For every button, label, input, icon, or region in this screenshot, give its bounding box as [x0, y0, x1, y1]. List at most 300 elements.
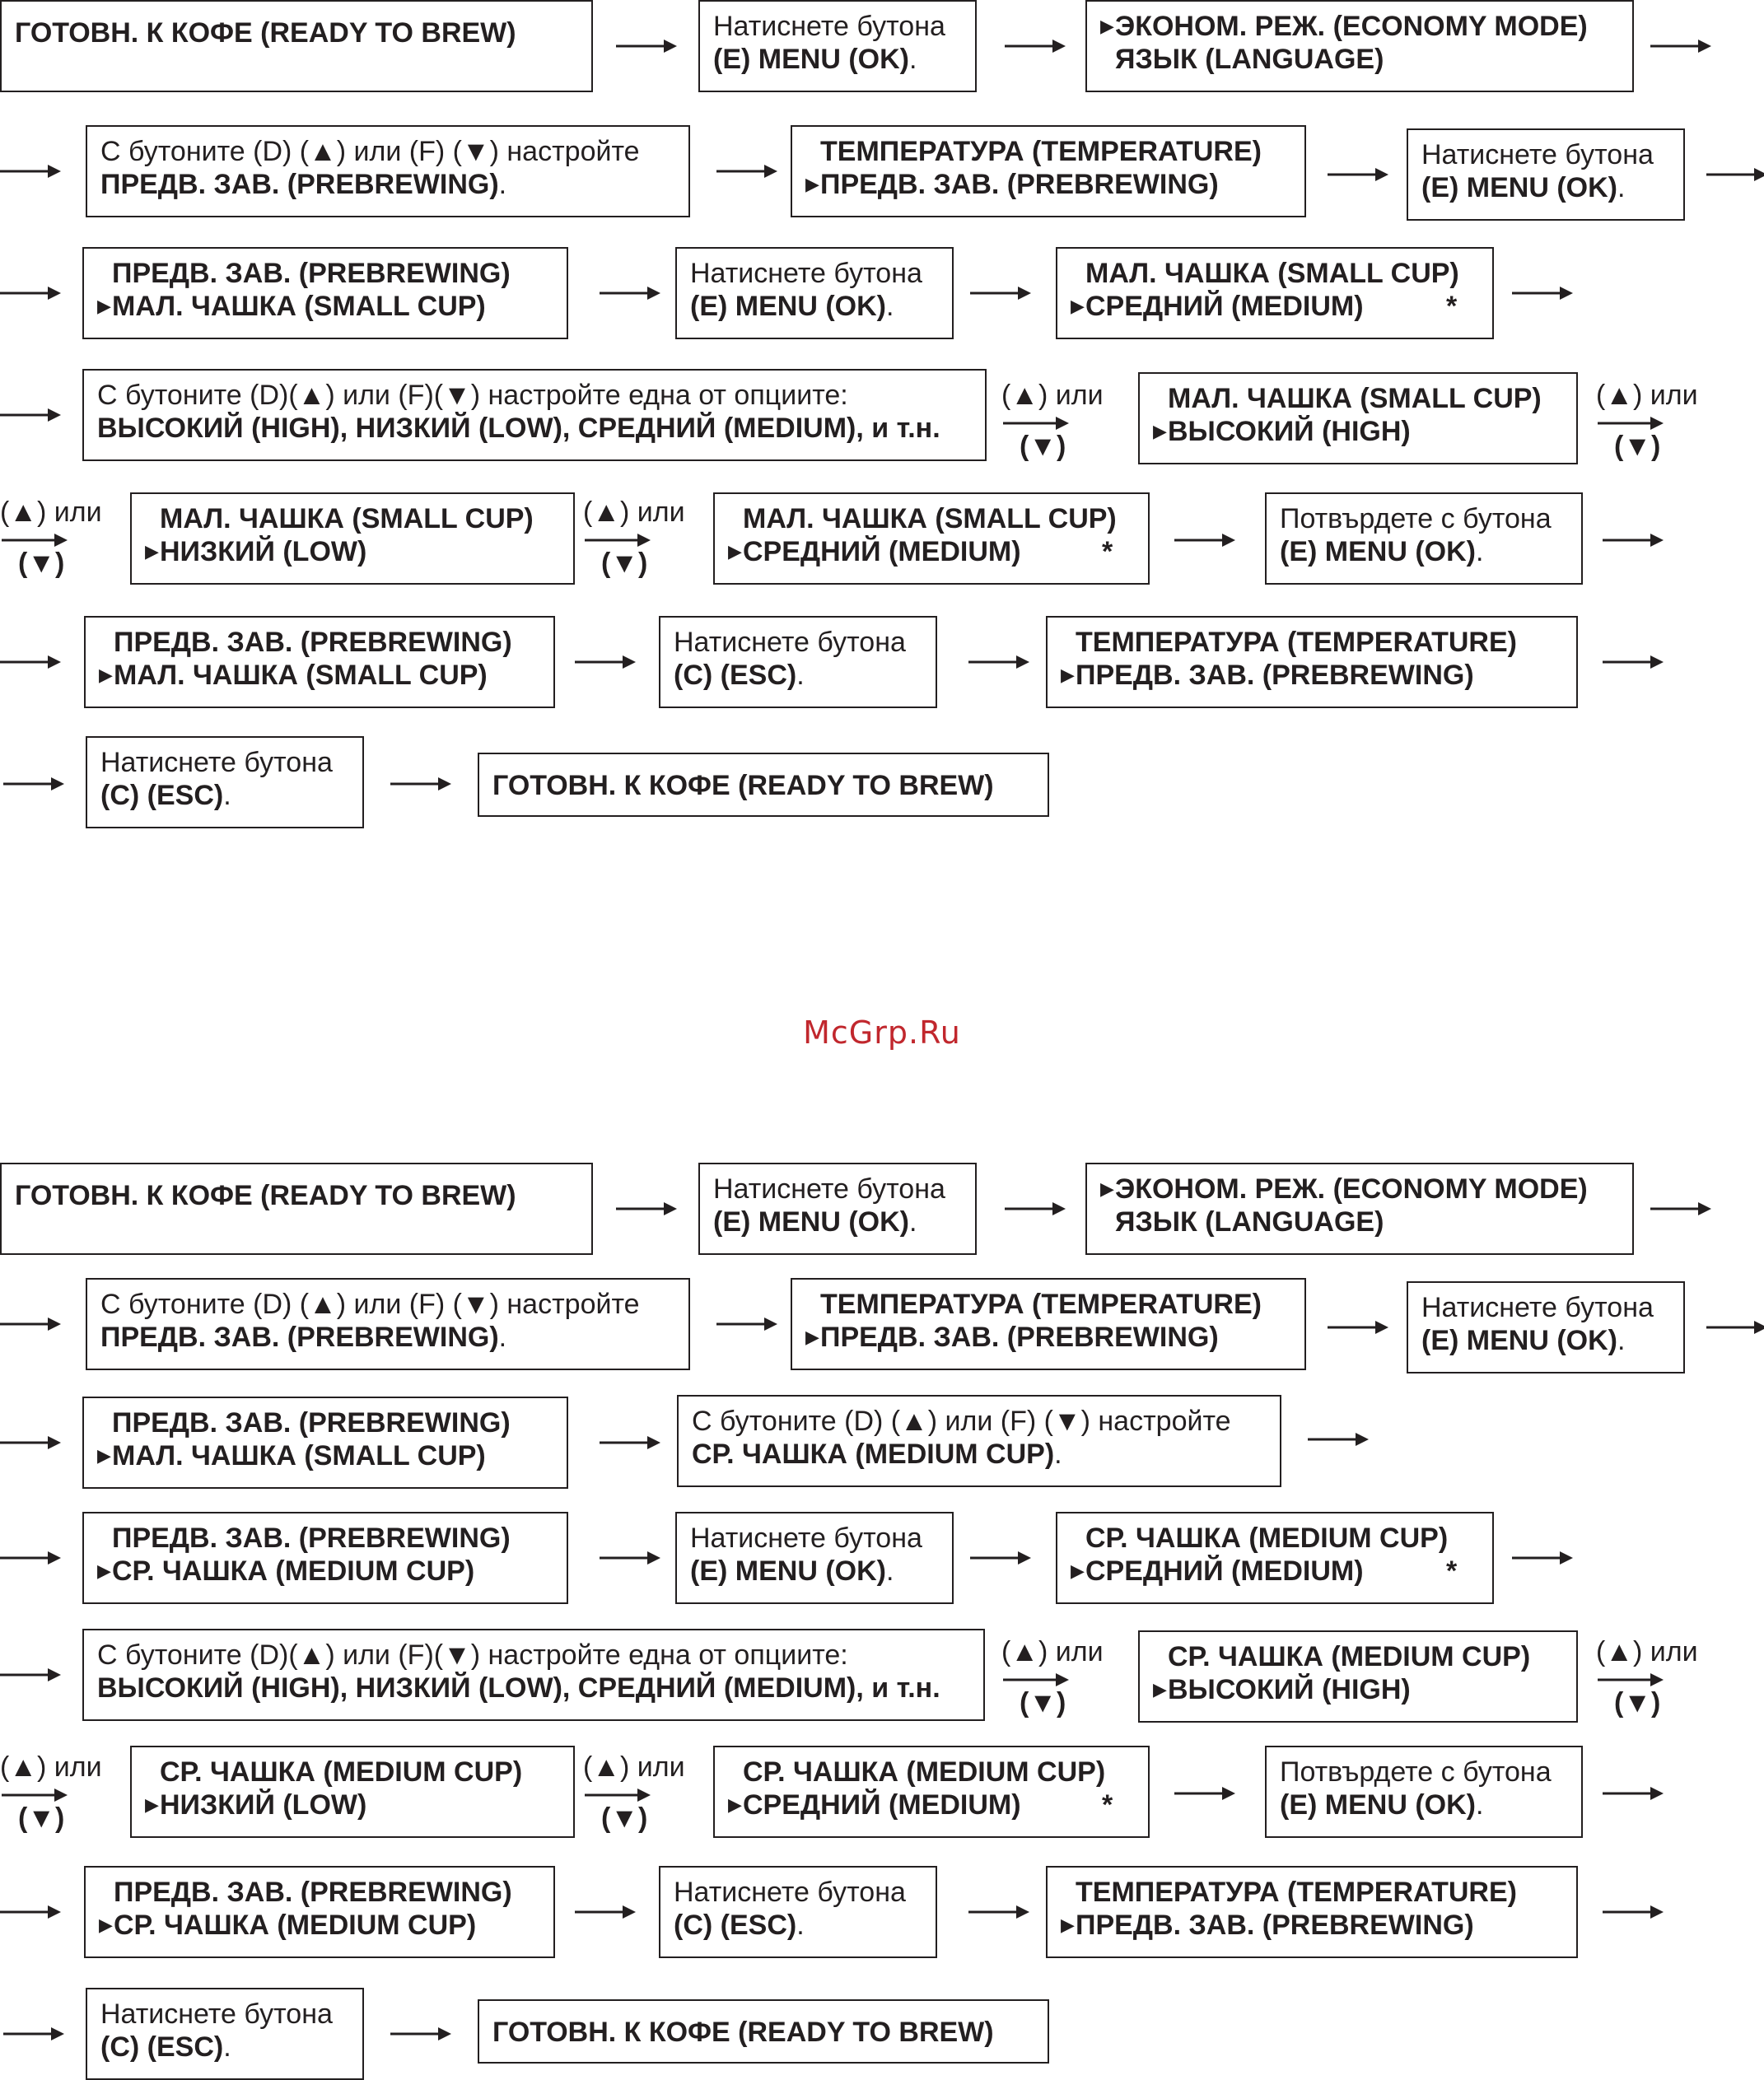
small-cup-box-select-option [82, 369, 987, 461]
flow-arrow-icon [716, 163, 777, 184]
small-cup-box-prebrewing-small-cup-1 [82, 247, 568, 339]
small-cup-box-small-cup-low [130, 492, 575, 585]
connector-label-up: (▲) или [0, 497, 102, 528]
connector-arrow-icon [585, 1787, 651, 1803]
flow-arrow-icon [970, 285, 1031, 305]
box-text-suffix: . [885, 291, 894, 322]
flow-arrow-icon [0, 407, 61, 427]
box-text: СР. ЧАШКА (MEDIUM CUP) [743, 1756, 1106, 1788]
box-line [713, 1173, 962, 1206]
box-text: (E) MENU (OK) [1421, 1325, 1617, 1356]
connector-label-down: (▼) [601, 1803, 648, 1834]
box-line [1061, 1876, 1563, 1909]
medium-cup-box-prebrewing-medium-cup-1 [82, 1512, 568, 1604]
up-or-down-connector [0, 496, 102, 579]
box-text: ПРЕДВ. ЗАВ. (PREBREWING) [820, 1322, 1219, 1353]
cursor-marker-icon: ▶ [99, 1914, 113, 1935]
box-line [1071, 1522, 1479, 1555]
box-text: (E) MENU (OK) [1421, 172, 1617, 203]
connector-label-down: (▼) [18, 1803, 65, 1834]
box-line [492, 2016, 1034, 2049]
box-text: С бутоните (D)(▲) или (F)(▼) настройте една от опциите: [97, 380, 848, 411]
flow-arrow-icon [1706, 1319, 1764, 1340]
box-text: НИЗКИЙ (LOW) [160, 536, 367, 567]
flow-arrow-icon [1603, 532, 1664, 553]
box-text-suffix: . [1617, 1325, 1626, 1356]
box-line [690, 290, 939, 323]
box-text: ТЕМПЕРАТУРА (TEMPERATURE) [1076, 1877, 1517, 1908]
box-line [728, 1789, 1135, 1821]
medium-cup-box-press-menu-1 [698, 1163, 977, 1255]
box-line [100, 168, 675, 201]
box-line [97, 1406, 553, 1439]
medium-cup-box-medium-cup-high [1138, 1630, 1578, 1723]
flow-arrow-icon [390, 2026, 451, 2046]
box-text: Натиснете бутона [690, 1523, 922, 1554]
watermark: McGrp.Ru [803, 1014, 961, 1051]
box-text: (E) MENU (OK) [1280, 1789, 1476, 1821]
box-text: ВЫСОКИЙ (HIGH), НИЗКИЙ (LOW), СРЕДНИЙ (MEDIUM), и т.н. [97, 413, 940, 444]
box-line [145, 1756, 560, 1789]
box-text: (E) MENU (OK) [690, 291, 886, 322]
box-text: ПРЕДВ. ЗАВ. (PREBREWING) [100, 169, 499, 200]
small-cup-box-small-cup-medium-2 [713, 492, 1150, 585]
box-text: ПРЕДВ. ЗАВ. (PREBREWING) [112, 1523, 511, 1554]
cursor-marker-icon: ▶ [805, 1327, 819, 1347]
box-line [97, 1439, 553, 1472]
flow-arrow-icon [616, 38, 677, 58]
flow-arrow-icon [968, 654, 1029, 674]
box-line [100, 2031, 349, 2064]
box-line [805, 135, 1291, 168]
box-text: ПРЕДВ. ЗАВ. (PREBREWING) [112, 258, 511, 289]
box-line [1280, 1756, 1568, 1789]
box-line [1421, 1324, 1670, 1357]
box-line [1153, 415, 1563, 448]
box-text: ГОТОВН. К КОФЕ (READY TO BREW) [15, 1180, 516, 1211]
cursor-marker-icon: ▶ [97, 1445, 111, 1466]
box-text: Натиснете бутона [674, 1877, 906, 1908]
box-line [97, 412, 972, 445]
box-text: (E) MENU (OK) [713, 44, 909, 75]
small-cup-box-small-cup-medium-1 [1056, 247, 1494, 339]
box-line [99, 1909, 540, 1942]
box-line [1421, 1291, 1670, 1324]
box-line [100, 1998, 349, 2031]
small-cup-box-temperature-prebrewing-2 [1046, 616, 1578, 708]
small-cup-box-ready-1 [0, 0, 593, 92]
box-text: НИЗКИЙ (LOW) [160, 1789, 367, 1821]
flow-arrow-icon [1603, 654, 1664, 674]
box-text: (C) (ESC) [674, 1910, 797, 1941]
default-marker: * [1446, 1555, 1458, 1587]
box-line [1153, 1640, 1563, 1673]
box-text-suffix: . [1475, 1789, 1484, 1821]
box-text: Натиснете бутона [100, 1998, 333, 2030]
connector-arrow-icon [1003, 1672, 1069, 1688]
box-text-suffix: . [796, 660, 805, 691]
box-text: ГОТОВН. К КОФЕ (READY TO BREW) [492, 2017, 994, 2048]
medium-cup-box-temperature-prebrewing-1 [791, 1278, 1306, 1370]
box-text: МАЛ. ЧАШКА (SMALL CUP) [112, 1440, 486, 1471]
box-text: ЭКОНОМ. РЕЖ. (ECONOMY MODE) [1115, 1173, 1588, 1205]
box-line [674, 1876, 922, 1909]
small-cup-box-press-menu-3 [675, 247, 954, 339]
connector-label-up: (▲) или [1001, 380, 1104, 411]
box-text: СРЕДНИЙ (MEDIUM) [1085, 1555, 1364, 1587]
box-text: Натиснете бутона [674, 627, 906, 658]
small-cup-box-press-esc-1 [659, 616, 937, 708]
box-line [1280, 1789, 1568, 1821]
medium-cup-box-medium-cup-medium-2 [713, 1746, 1150, 1838]
up-or-down-connector [1001, 379, 1104, 462]
box-text: ЭКОНОМ. РЕЖ. (ECONOMY MODE) [1115, 11, 1588, 42]
box-line [1153, 382, 1563, 415]
connector-label-down: (▼) [18, 548, 65, 579]
medium-cup-box-press-menu-2 [1407, 1281, 1685, 1373]
box-text-suffix: . [1617, 172, 1626, 203]
flow-arrow-icon [3, 2026, 64, 2046]
box-text: СР. ЧАШКА (MEDIUM CUP) [692, 1439, 1055, 1470]
connector-arrow-icon [1003, 415, 1069, 431]
flow-arrow-icon [716, 1316, 777, 1336]
flow-arrow-icon [575, 1904, 636, 1924]
box-line [100, 135, 675, 168]
box-text-suffix: . [498, 169, 507, 200]
cursor-marker-icon: ▶ [99, 665, 113, 685]
box-text: СР. ЧАШКА (MEDIUM CUP) [160, 1756, 523, 1788]
box-text: С бутоните (D) (▲) или (F) (▼) настройте [100, 1289, 640, 1320]
box-line [690, 257, 939, 290]
box-text: МАЛ. ЧАШКА (SMALL CUP) [160, 503, 534, 534]
cursor-marker-icon: ▶ [1100, 16, 1114, 36]
flow-arrow-icon [0, 1550, 61, 1570]
flow-arrow-icon [390, 776, 451, 796]
up-or-down-connector [1001, 1635, 1104, 1719]
box-line [97, 257, 553, 290]
box-line [674, 659, 922, 692]
box-text: СРЕДНИЙ (MEDIUM) [743, 1789, 1021, 1821]
box-line [1061, 659, 1563, 692]
box-text: ЯЗЫК (LANGUAGE) [1115, 1206, 1384, 1238]
box-line [1100, 10, 1619, 43]
box-text: ТЕМПЕРАТУРА (TEMPERATURE) [820, 136, 1262, 167]
medium-cup-box-confirm-menu [1265, 1746, 1583, 1838]
up-or-down-connector [0, 1751, 102, 1834]
box-text-suffix: . [223, 2031, 231, 2063]
box-text: С бутоните (D) (▲) или (F) (▼) настройте [692, 1406, 1231, 1437]
box-line [97, 1672, 970, 1705]
medium-cup-box-press-esc-2 [86, 1988, 364, 2080]
box-line [805, 168, 1291, 201]
flow-arrow-icon [1706, 166, 1764, 187]
default-marker: * [1102, 1789, 1113, 1821]
small-cup-box-prebrewing-small-cup-2 [84, 616, 555, 708]
box-line [15, 1179, 578, 1212]
box-text: ГОТОВН. К КОФЕ (READY TO BREW) [15, 17, 516, 49]
flow-arrow-icon [0, 1434, 61, 1455]
box-text: Потвърдете с бутона [1280, 503, 1552, 534]
box-text-suffix: . [498, 1322, 507, 1353]
medium-cup-box-press-esc-1 [659, 1866, 937, 1958]
box-line [145, 502, 560, 535]
connector-label-up: (▲) или [1001, 1636, 1104, 1667]
flow-arrow-icon [0, 1667, 61, 1687]
cursor-marker-icon: ▶ [1100, 1178, 1114, 1199]
box-line [690, 1522, 939, 1555]
box-line [100, 1288, 675, 1321]
cursor-marker-icon: ▶ [1071, 1560, 1085, 1581]
box-line [805, 1288, 1291, 1321]
box-text: МАЛ. ЧАШКА (SMALL CUP) [743, 503, 1117, 534]
flow-arrow-icon [575, 654, 636, 674]
connector-label-up: (▲) или [583, 497, 685, 528]
flow-arrow-icon [1650, 38, 1711, 58]
box-text: ЯЗЫК (LANGUAGE) [1115, 44, 1384, 75]
box-text: ПРЕДВ. ЗАВ. (PREBREWING) [1076, 1910, 1474, 1941]
cursor-marker-icon: ▶ [1061, 1914, 1075, 1935]
box-line [99, 659, 540, 692]
box-line [492, 769, 1034, 802]
box-line [100, 1321, 675, 1354]
cursor-marker-icon: ▶ [1153, 421, 1167, 441]
connector-label-down: (▼) [1020, 431, 1066, 462]
box-line [1280, 535, 1568, 568]
box-line [728, 1756, 1135, 1789]
connector-arrow-icon [1598, 415, 1664, 431]
default-marker: * [1102, 536, 1113, 567]
medium-cup-box-temperature-prebrewing-2 [1046, 1866, 1578, 1958]
box-text: МАЛ. ЧАШКА (SMALL CUP) [1085, 258, 1459, 289]
medium-cup-box-medium-cup-medium-1 [1056, 1512, 1494, 1604]
cursor-marker-icon: ▶ [97, 1560, 111, 1581]
medium-cup-box-select-medium-cup [677, 1395, 1281, 1487]
box-line [1100, 1173, 1619, 1206]
box-line [728, 502, 1135, 535]
connector-arrow-icon [1598, 1672, 1664, 1688]
flow-arrow-icon [1650, 1201, 1711, 1221]
up-or-down-connector [1596, 1635, 1698, 1719]
box-line [713, 10, 962, 43]
box-text-suffix: . [223, 780, 231, 811]
box-line [1071, 257, 1479, 290]
box-text: ПРЕДВ. ЗАВ. (PREBREWING) [114, 627, 512, 658]
flow-arrow-icon [1603, 1904, 1664, 1924]
box-text: ПРЕДВ. ЗАВ. (PREBREWING) [112, 1407, 511, 1439]
box-text: (E) MENU (OK) [1280, 536, 1476, 567]
flow-arrow-icon [1174, 1785, 1235, 1806]
connector-label-down: (▼) [1614, 431, 1661, 462]
small-cup-box-ready-2 [478, 753, 1049, 817]
box-text: ПРЕДВ. ЗАВ. (PREBREWING) [820, 169, 1219, 200]
flow-arrow-icon [600, 285, 660, 305]
box-text: Натиснете бутона [1421, 1292, 1654, 1323]
box-line [97, 290, 553, 323]
box-text: МАЛ. ЧАШКА (SMALL CUP) [112, 291, 486, 322]
flow-arrow-icon [1512, 285, 1573, 305]
box-line [145, 1789, 560, 1821]
box-line [713, 43, 962, 76]
box-text: Натиснете бутона [713, 1173, 945, 1205]
box-line [713, 1206, 962, 1238]
flow-arrow-icon [1174, 532, 1235, 553]
default-marker: * [1446, 291, 1458, 322]
cursor-marker-icon: ▶ [1071, 296, 1085, 316]
connector-label-down: (▼) [1020, 1687, 1066, 1719]
box-text: СР. ЧАШКА (MEDIUM CUP) [114, 1910, 477, 1941]
box-line [1061, 1909, 1563, 1942]
flow-arrow-icon [600, 1434, 660, 1455]
flow-arrow-icon [1328, 1319, 1388, 1340]
box-text-suffix: . [796, 1910, 805, 1941]
small-cup-box-select-prebrewing [86, 125, 690, 217]
box-text: МАЛ. ЧАШКА (SMALL CUP) [114, 660, 488, 691]
box-text: (E) MENU (OK) [713, 1206, 909, 1238]
box-line [1071, 290, 1479, 323]
flow-arrow-icon [1328, 166, 1388, 187]
up-or-down-connector [1596, 379, 1698, 462]
flow-arrow-icon [970, 1550, 1031, 1570]
flow-arrow-icon [616, 1201, 677, 1221]
box-text: СРЕДНИЙ (MEDIUM) [743, 536, 1021, 567]
box-text: ПРЕДВ. ЗАВ. (PREBREWING) [1076, 660, 1474, 691]
box-text: ВЫСОКИЙ (HIGH), НИЗКИЙ (LOW), СРЕДНИЙ (MEDIUM), и т.н. [97, 1672, 940, 1704]
medium-cup-box-prebrewing-small-cup [82, 1397, 568, 1489]
cursor-marker-icon: ▶ [1061, 665, 1075, 685]
connector-label-up: (▲) или [583, 1751, 685, 1783]
box-line [99, 1876, 540, 1909]
box-line [97, 1639, 970, 1672]
box-text: С бутоните (D) (▲) или (F) (▼) настройте [100, 136, 640, 167]
box-text: СР. ЧАШКА (MEDIUM CUP) [1168, 1641, 1531, 1672]
cursor-marker-icon: ▶ [728, 541, 742, 562]
box-line [1061, 626, 1563, 659]
up-or-down-connector [583, 1751, 685, 1834]
connector-label-down: (▼) [601, 548, 648, 579]
medium-cup-box-select-option [82, 1629, 985, 1721]
box-text: СРЕДНИЙ (MEDIUM) [1085, 291, 1364, 322]
flow-arrow-icon [0, 1316, 61, 1336]
box-line [1153, 1673, 1563, 1706]
small-cup-box-press-menu-1 [698, 0, 977, 92]
box-text-suffix: . [1054, 1439, 1062, 1470]
flow-arrow-icon [968, 1904, 1029, 1924]
up-or-down-connector [583, 496, 685, 579]
flow-arrow-icon [0, 285, 61, 305]
box-line [1100, 1206, 1619, 1238]
box-line [97, 1555, 553, 1588]
box-text: Натиснете бутона [713, 11, 945, 42]
box-text-suffix: . [908, 44, 917, 75]
cursor-marker-icon: ▶ [1153, 1679, 1167, 1700]
box-line [97, 379, 972, 412]
box-line [15, 16, 578, 49]
medium-cup-box-select-prebrewing [86, 1278, 690, 1370]
connector-label-up: (▲) или [0, 1751, 102, 1783]
box-text-suffix: . [1475, 536, 1484, 567]
cursor-marker-icon: ▶ [805, 174, 819, 194]
box-line [1100, 43, 1619, 76]
medium-cup-box-prebrewing-medium-cup-2 [84, 1866, 555, 1958]
box-text: (C) (ESC) [100, 780, 224, 811]
box-text: Потвърдете с бутона [1280, 1756, 1552, 1788]
box-text: МАЛ. ЧАШКА (SMALL CUP) [1168, 383, 1542, 414]
cursor-marker-icon: ▶ [145, 1794, 159, 1815]
box-text: СР. ЧАШКА (MEDIUM CUP) [1085, 1523, 1449, 1554]
box-line [100, 779, 349, 812]
box-line [1071, 1555, 1479, 1588]
connector-label-up: (▲) или [1596, 1636, 1698, 1667]
box-text: СР. ЧАШКА (MEDIUM CUP) [112, 1555, 475, 1587]
small-cup-box-economy-language [1085, 0, 1634, 92]
flow-arrow-icon [1603, 1785, 1664, 1806]
medium-cup-box-press-menu-3 [675, 1512, 954, 1604]
box-text-suffix: . [908, 1206, 917, 1238]
box-text: (E) MENU (OK) [690, 1555, 886, 1587]
box-line [1421, 171, 1670, 204]
flow-arrow-icon [3, 776, 64, 796]
medium-cup-box-economy-language [1085, 1163, 1634, 1255]
flow-arrow-icon [0, 1904, 61, 1924]
flow-arrow-icon [1308, 1431, 1369, 1452]
box-text: ТЕМПЕРАТУРА (TEMPERATURE) [820, 1289, 1262, 1320]
box-text: Натиснете бутона [690, 258, 922, 289]
flow-arrow-icon [0, 163, 61, 184]
box-line [1421, 138, 1670, 171]
flow-arrow-icon [0, 654, 61, 674]
box-line [1280, 502, 1568, 535]
box-line [692, 1405, 1267, 1438]
box-line [690, 1555, 939, 1588]
box-line [692, 1438, 1267, 1471]
medium-cup-box-ready-2 [478, 1999, 1049, 2064]
flow-arrow-icon [600, 1550, 660, 1570]
box-line [99, 626, 540, 659]
flow-arrow-icon [1005, 38, 1066, 58]
box-text: ПРЕДВ. ЗАВ. (PREBREWING) [114, 1877, 512, 1908]
flow-arrow-icon [1005, 1201, 1066, 1221]
connector-arrow-icon [2, 532, 68, 548]
small-cup-box-small-cup-high [1138, 372, 1578, 464]
connector-label-up: (▲) или [1596, 380, 1698, 411]
box-line [805, 1321, 1291, 1354]
box-line [728, 535, 1135, 568]
box-line [145, 535, 560, 568]
small-cup-box-confirm-menu [1265, 492, 1583, 585]
cursor-marker-icon: ▶ [728, 1794, 742, 1815]
box-line [100, 746, 349, 779]
box-line [674, 1909, 922, 1942]
box-text: ВЫСОКИЙ (HIGH) [1168, 416, 1411, 447]
flow-arrow-icon [1512, 1550, 1573, 1570]
cursor-marker-icon: ▶ [97, 296, 111, 316]
connector-arrow-icon [2, 1787, 68, 1803]
box-text-suffix: . [885, 1555, 894, 1587]
box-text: ВЫСОКИЙ (HIGH) [1168, 1674, 1411, 1705]
connector-label-down: (▼) [1614, 1687, 1661, 1719]
box-text: Натиснете бутона [1421, 139, 1654, 170]
box-text: ГОТОВН. К КОФЕ (READY TO BREW) [492, 770, 994, 801]
box-line [674, 626, 922, 659]
medium-cup-box-ready-1 [0, 1163, 593, 1255]
small-cup-box-press-esc-2 [86, 736, 364, 828]
cursor-marker-icon: ▶ [145, 541, 159, 562]
box-text: (C) (ESC) [100, 2031, 224, 2063]
box-line [97, 1522, 553, 1555]
medium-cup-box-medium-cup-low [130, 1746, 575, 1838]
connector-arrow-icon [585, 532, 651, 548]
box-text: С бутоните (D)(▲) или (F)(▼) настройте една от опциите: [97, 1639, 848, 1671]
